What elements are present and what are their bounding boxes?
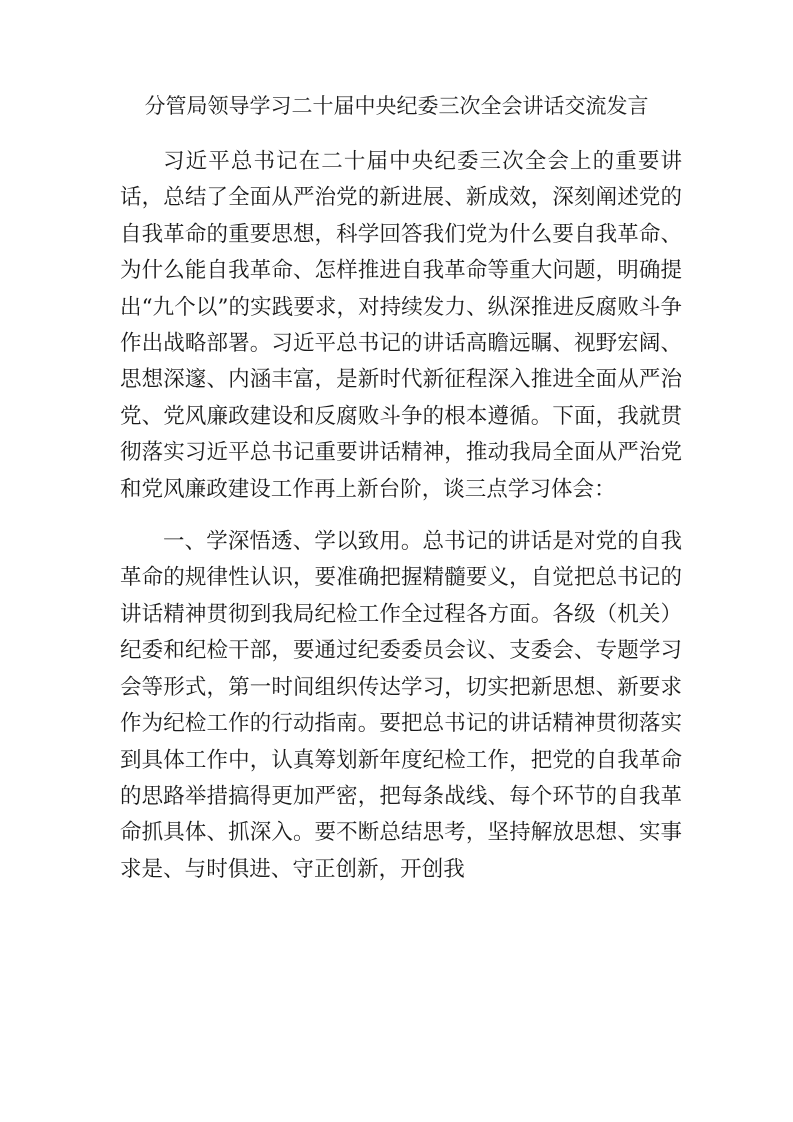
paragraph-point-one: 一、学深悟透、学以致用。总书记的讲话是对党的自我革命的规律性认识，要准确把握精髓要义，自觉把总书记的讲话精神贯彻到我局纪检工作全过程各方面。各级（机关）纪委和纪检干部，要通过纪委委员会议、支委会、专题学习会等形式，第一时间组织传达学习，切实把新思想、新要求作为纪检工作的行动指南。要把总书记的讲话精神贯彻落实到具体工作中，认真筹划新年度纪检工作，把党的自我革命的思路举措搞得更加严密，把每条战线、每个环节的自我革命抓具体、抓深入。要不断总结思考，坚持解放思想、实事求是、与时俱进、守正创新，开创我 (120, 529, 682, 882)
document-title: 分管局领导学习二十届中央纪委三次全会讲话交流发言 (144, 94, 649, 118)
paragraph-intro: 习近平总书记在二十届中央纪委三次全会上的重要讲话，总结了全面从严治党的新进展、新成效，深刻阐述党的自我革命的重要思想，科学回答我们党为什么要自我革命、为什么能自我革命、怎样推进自我革命等重大问题，明确提出“九个以”的实践要求，对持续发力、纵深推进反腐败斗争作出战略部署。习近平总书记的讲话高瞻远瞩、视野宏阔、思想深邃、内涵丰富，是新时代新征程深入推进全面从严治党、党风廉政建设和反腐败斗争的根本遵循。下面，我就贯彻落实习近平总书记重要讲话精神，推动我局全面从严治党和党风廉政建设工作再上新台阶，谈三点学习体会： (120, 149, 682, 502)
document-body (120, 144, 682, 888)
